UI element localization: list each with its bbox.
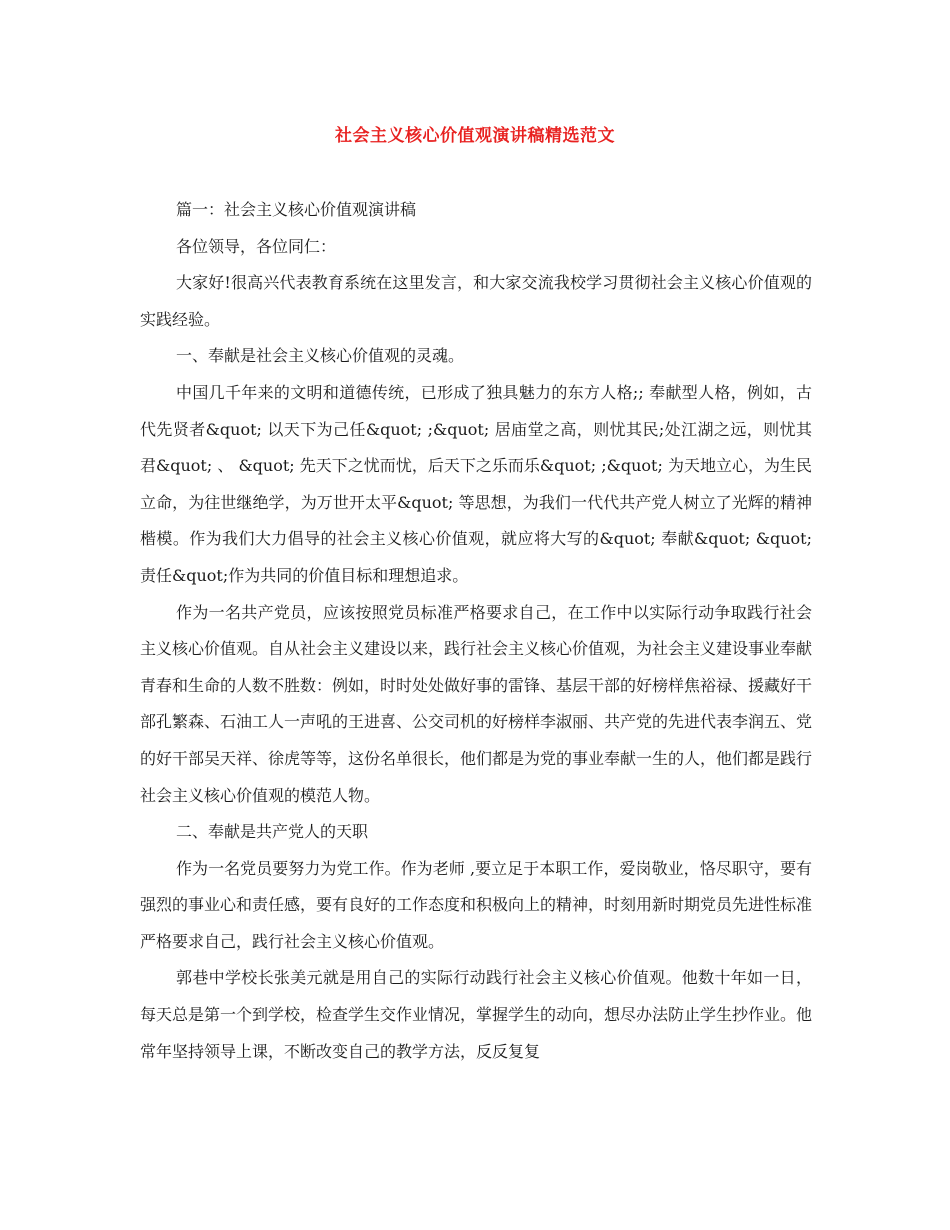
paragraph-salutation: 各位领导，各位同仁：: [176, 236, 337, 256]
paragraph-party-member: 作为一名共产党员，应该按照党员标准严格要求自己，在工作中以实际行动争取践行社会主义核心价值观。自从社会主义建设以来，践行社会主义核心价值观，为社会主义建设事业奉献青春和生命的人数不胜数：例如，时时处处做好事的雷锋、基层干部的好榜样焦裕禄、援藏好干部孔繁森、石油工人一声吼的王进喜、公交司机的好榜样李淑丽、共产党的先进代表李润五、党的好干部吴天祥、徐虎等等，这份名单很长，他们都是为党的事业奉献一生的人，他们都是践行社会主义核心价值观的模范人物。: [140, 602, 813, 805]
document-body: [140, 192, 812, 1070]
paragraph-principal-example: 郭巷中学校长张美元就是用自己的实际行动践行社会主义核心价值观。他数十年如一日，每天总是第一个到学校，检查学生交作业情况，掌握学生的动向，想尽办法防止学生抄作业。他常年坚持领导上课，不断改变自己的教学方法，反反复复: [140, 968, 813, 1061]
document-title: 社会主义核心价值观演讲稿精选范文: [335, 126, 615, 146]
paragraph-point-two-heading: 二、奉献是共产党人的天职: [176, 822, 369, 842]
paragraph-section-heading: 篇一：社会主义核心价值观演讲稿: [176, 200, 417, 219]
paragraph-point-one-heading: 一、奉献是社会主义核心价值观的灵魂。: [176, 346, 465, 366]
paragraph-tradition: 中国几千年来的文明和道德传统，已形成了独具魅力的东方人格;; 奉献型人格，例如，古代先贤者&quot; 以天下为己任&quot; ;&quot; 居庙堂之高，则忧其民;处江湖之远，则忧其君&quot; 、 &quot; 先天下之忧而忧，后天下之乐而乐&quot; ;&quot; 为天地立心，为生民立命，为往世继绝学，为万世开太平&quot; 等思想，为我们一代代共产党人树立了光辉的精神楷模。作为我们大力倡导的社会主义核心价值观，就应将大写的&quot; 奉献&quot; &quot;责任&quot;作为共同的价值目标和理想追求。: [140, 382, 812, 585]
paragraph-greeting: 大家好!很高兴代表教育系统在这里发言，和大家交流我校学习贯彻社会主义核心价值观的实践经验。: [140, 273, 812, 329]
paragraph-teacher-duty: 作为一名党员要努力为党工作。作为老师 ,要立足于本职工作，爱岗敬业，恪尽职守，要有强烈的事业心和责任感，要有良好的工作态度和积极向上的精神，时刻用新时期党员先进性标准严格要求自己，践行社会主义核心价值观。: [140, 858, 813, 951]
